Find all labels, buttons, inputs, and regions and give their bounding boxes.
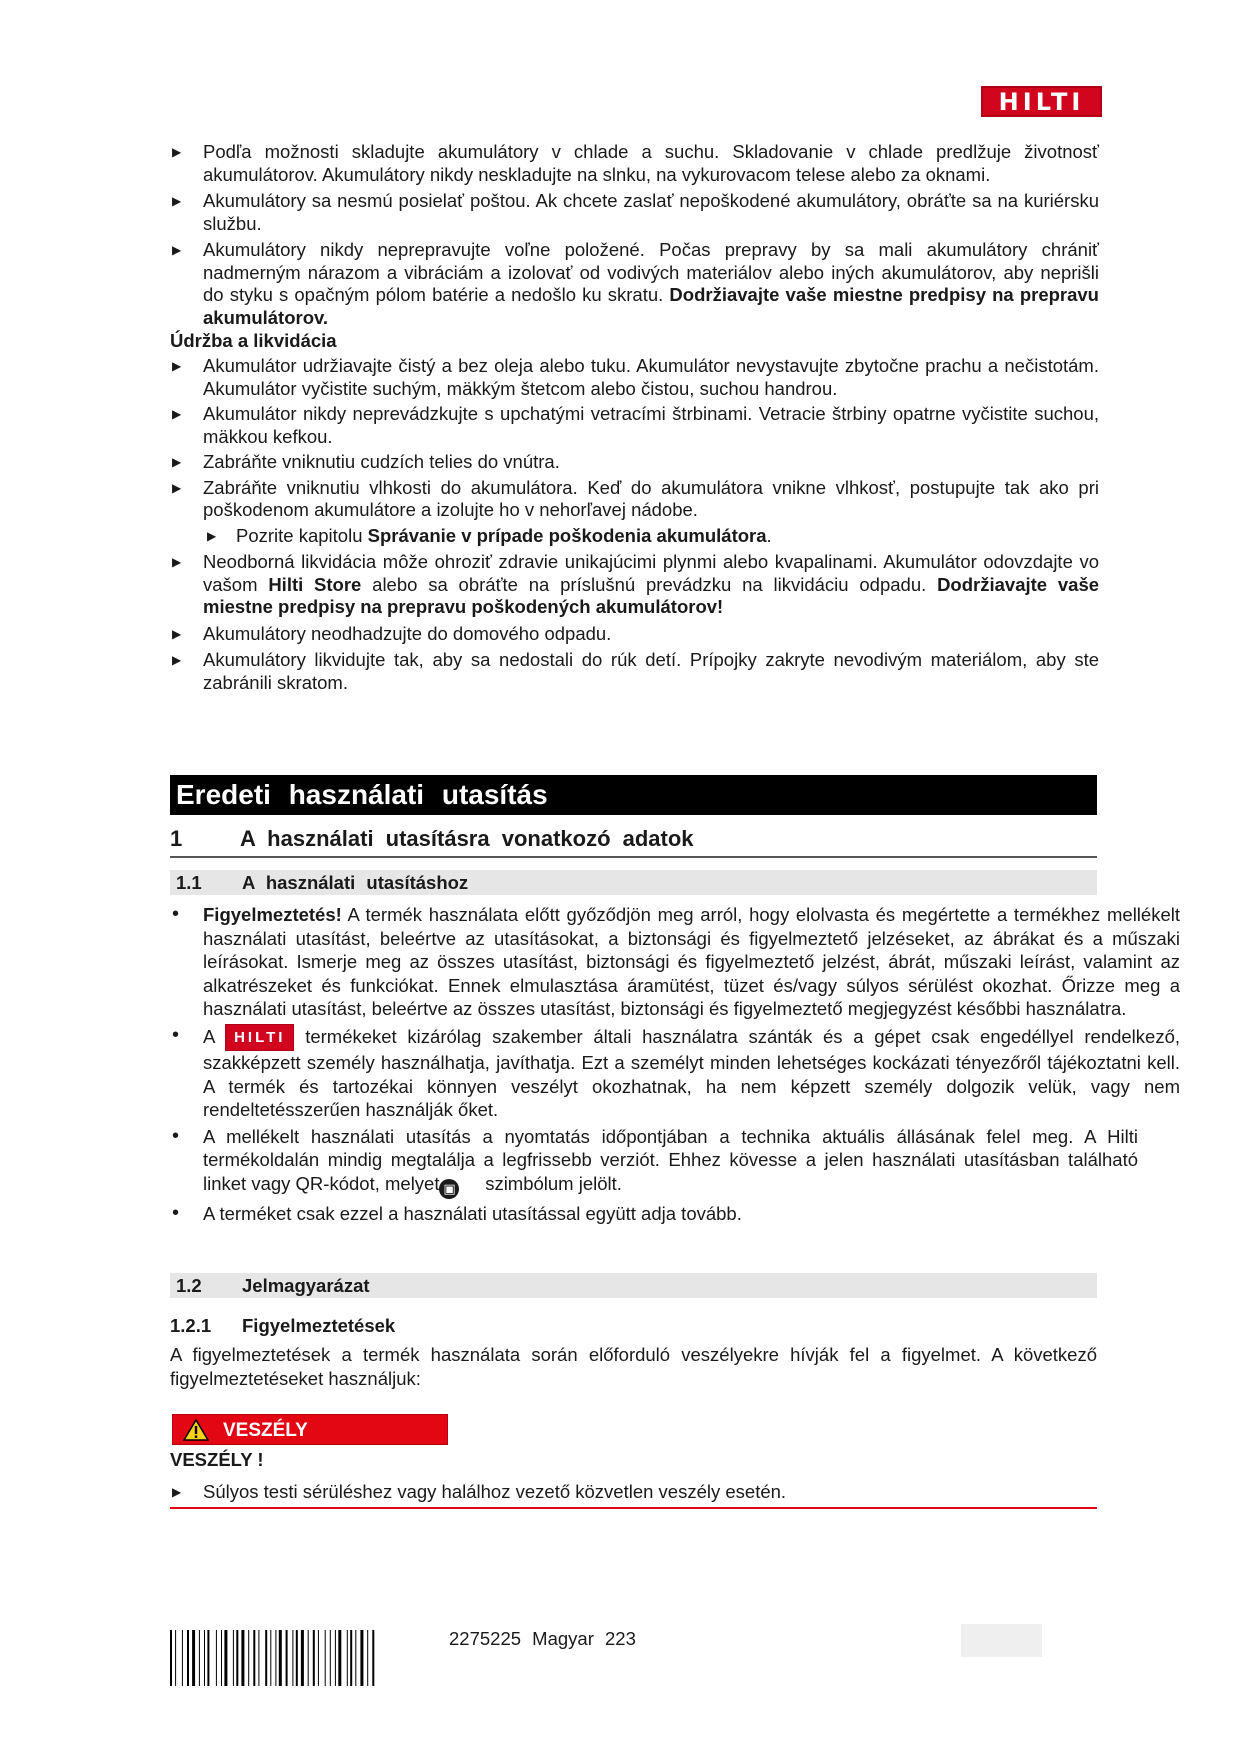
list-item (170, 239, 1099, 329)
list-item-text: Akumulátor udržiavajte čistý a bez oleja alebo tuku. Akumulátor nevystavujte zbytočne prachu a nečistotám. Akumulátor vyčistite suchým, mäkkým štetcom alebo čistou, suchou handrou. (203, 355, 1099, 399)
list-item (170, 1202, 1180, 1226)
triangle-right-icon: ▶ (172, 194, 182, 208)
footer-grey-box (961, 1624, 1042, 1657)
barcode-bar (248, 1630, 249, 1686)
triangle-right-icon: ▶ (172, 653, 182, 667)
barcode-bar (296, 1630, 298, 1686)
barcode-bar (182, 1630, 183, 1686)
hilti-logo (981, 86, 1102, 117)
barcode-bar (270, 1630, 271, 1686)
barcode-bar (335, 1630, 336, 1686)
danger-label: VESZÉLY (223, 1420, 308, 1441)
barcode-bar (292, 1630, 293, 1686)
page-footer: 2275225 Magyar 223 (449, 1628, 636, 1649)
section-1-1-heading (170, 870, 1097, 895)
list-item (170, 355, 1099, 400)
barcode-bar (170, 1630, 172, 1686)
section-title: A használati utasításhoz (242, 872, 469, 893)
danger-label-bar (172, 1414, 448, 1445)
list-item-text: Súlyos testi sérüléshez vagy halálhoz vezető közvetlen veszély esetén. (203, 1481, 787, 1502)
barcode-bar (253, 1630, 255, 1686)
list-item-text: A mellékelt használati utasítás a nyomtatás időpontjában a technika aktuális állásának felel meg. A Hilti termékoldalán mindig megtalálja a legfrissebb verziót. Ehhez kövesse a jelen használati utasításban található linket vagy QR-kódot, melyet (203, 1125, 1138, 1194)
list-item-text: A termék használata előtt győződjön meg arról, hogy elolvasta és megértette a termékhez mellékelt használati utasítást, beleértve az utasításokat, a biztonsági és figyelmeztető jelzéseket, az ábrákat és a műszaki leírásokat. Ismerje meg az összes utasítást, biztonsági és figyelmeztető jelzést, ábrát, műszaki leírást, valamint az alkatrészeket és funkciókat. Ennek elmulasztása áramütést, tüzet és/vagy súlyos sérülést okozhat. Őrizze meg a használati utasítást, beleértve az összes utasítást, biztonsági és figyelmeztető megjegyzést későbbi használatra. (203, 904, 1180, 1019)
triangle-right-icon: ▶ (172, 145, 182, 159)
triangle-right-icon: ▶ (207, 528, 217, 543)
barcode (170, 1630, 426, 1686)
triangle-right-icon: ▶ (172, 555, 182, 569)
list-item-bold: Dodržiavajte vaše miestne predpisy na prepravu akumulátorov. (203, 284, 1099, 328)
warning-triangle-icon (183, 1419, 209, 1441)
section-number: 1.1 (176, 872, 202, 893)
hu-bullet-list (170, 903, 1180, 1225)
triangle-right-icon: ▶ (172, 407, 182, 421)
list-item (170, 190, 1099, 235)
list-item (170, 649, 1099, 694)
barcode-bar (224, 1630, 227, 1686)
barcode-bar (308, 1630, 309, 1686)
barcode-bar (301, 1630, 304, 1686)
barcode-bar (372, 1630, 374, 1686)
sk-maintenance-list (170, 355, 1099, 694)
warning-word: Figyelmeztetés! (203, 904, 342, 925)
barcode-bar (318, 1630, 319, 1686)
list-item-text: Akumulátory sa nesmú posielať poštou. Ak chcete zaslať nepoškodené akumulátory, obráťte sa na kuriérsku službu. (203, 190, 1099, 234)
danger-bottom-rule (170, 1507, 1097, 1509)
main-title: Eredeti használati utasítás (170, 775, 1097, 815)
section-number: 1 (170, 826, 183, 851)
bullet-dot-icon: • (172, 903, 180, 925)
barcode-bar (338, 1630, 341, 1686)
section-1-2-1-heading (170, 1315, 396, 1337)
section-number: 1.2 (176, 1275, 202, 1296)
list-item-text: Akumulátory nikdy neprepravujte voľne položené. Počas prepravy by sa mali akumulátory chrániť nadmerným nárazom a vibráciám a izolovať od vodivých materiálov alebo iných akumulátorov, aby neprišli do styku s opačným pólom batérie a nedošlo ku skratu. (203, 239, 1099, 305)
section-title: Figyelmeztetések (242, 1315, 396, 1336)
barcode-bar (347, 1630, 348, 1686)
list-item-text: Akumulátory likvidujte tak, aby sa nedostali do rúk detí. Prípojky zakryte nevodivým materiálom, aby ste zabránili skratom. (203, 649, 1099, 693)
section-1-heading (170, 826, 1097, 858)
section-1-2-heading (170, 1273, 1097, 1298)
list-item-text: Zabráňte vniknutiu vlhkosti do akumulátora. Keď do akumulátora vnikne vlhkosť, postupujte tak ako pri poškodenom akumulátore a izolujte ho v nehorľavej nádobe. (203, 476, 1099, 520)
barcode-bar (207, 1630, 209, 1686)
barcode-bar (275, 1630, 276, 1686)
barcode-bar (175, 1630, 176, 1686)
barcode-bar (313, 1630, 315, 1686)
barcode-bar (330, 1630, 331, 1686)
barcode-bar (350, 1630, 352, 1686)
hilti-store-text: Hilti Store (268, 573, 362, 595)
list-item-text: alebo sa obráťte na príslušnú prevádzku na likvidáciu odpadu. (372, 573, 927, 595)
barcode-bar (192, 1630, 195, 1686)
list-item (170, 1024, 1180, 1122)
triangle-right-icon: ▶ (172, 626, 182, 641)
list-item (170, 451, 1099, 474)
sub-item-prefix: Pozrite kapitolu (236, 524, 363, 546)
list-item (170, 551, 1099, 619)
list-item-text: termékeket kizárólag szakember általi használatra szánták és a gépet csak engedéllyel rendelkező, szakképzett személy használhatja, javíthatja. Ezt a személyt minden lehetséges kockázati tényezőről tájékoztatni kell. A termék és tartozékai könnyen veszélyt okozhatnak, ha nem képzett személy dolgozik velük, vagy nem rendeltetésszerűen használják őket. (203, 1025, 1181, 1120)
triangle-right-icon: ▶ (172, 359, 182, 373)
warnings-intro: A figyelmeztetések a termék használata során előforduló veszélyekre hívják fel a figyelmet. A következő figyelmeztetéseket használjuk: (170, 1344, 1097, 1389)
hilti-logo-text: HILTI (998, 87, 1085, 116)
section-title: Jelmagyarázat (242, 1275, 370, 1296)
triangle-right-icon: ▶ (172, 243, 182, 257)
list-item (170, 1481, 1099, 1504)
qr-code-icon: ▣ (439, 1179, 459, 1199)
sub-item-suffix: . (766, 524, 772, 546)
list-item-prefix: A (203, 1025, 215, 1047)
section-number: 1.2.1 (170, 1315, 212, 1336)
list-item-text: Akumulátor nikdy neprevádzkujte s upchatými vetracími štrbinami. Vetracie štrbiny opatrne vyčistite suchou, mäkkou kefkou. (203, 403, 1099, 447)
sub-list-item (170, 525, 1099, 548)
barcode-bar (325, 1630, 326, 1686)
list-item-text: Zabráňte vniknutiu cudzích telies do vnútra. (203, 451, 560, 472)
list-item (170, 1125, 1138, 1199)
danger-heading: VESZÉLY ! (170, 1449, 264, 1470)
barcode-bar (258, 1630, 259, 1686)
sub-item-link: Správanie v prípade poškodenia akumulátora (367, 524, 767, 546)
bullet-dot-icon: • (172, 1023, 180, 1046)
danger-list (170, 1481, 1099, 1504)
list-item-text: Podľa možnosti skladujte akumulátory v chlade a suchu. Skladovanie v chlade predlžuje životnosť akumulátorov. Akumulátory nikdy neskladujte na slnku, na vykurovacom telese alebo za oknami. (203, 141, 1099, 185)
list-item-bold: Dodržiavajte vaše miestne predpisy na prepravu poškodených akumulátorov! (203, 573, 1100, 617)
list-item-text: A terméket csak ezzel a használati utasítással együtt adja tovább. (203, 1202, 742, 1224)
section-title: A használati utasításra vonatkozó adatok (240, 826, 694, 851)
list-item-text: Akumulátory neodhadzujte do domového odpadu. (203, 622, 612, 644)
triangle-right-icon: ▶ (172, 480, 182, 495)
barcode-bar (360, 1630, 363, 1686)
triangle-right-icon: ▶ (172, 1485, 182, 1499)
list-item (170, 623, 1099, 646)
barcode-bar (236, 1630, 238, 1686)
bullet-dot-icon: • (172, 1124, 180, 1147)
list-item (170, 141, 1099, 186)
list-item-text: Neodborná likvidácia môže ohroziť zdravie unikajúcimi plynmi alebo kvapalinami. Akumulátor odovzdajte vo vašom (203, 551, 1099, 595)
list-item (170, 477, 1099, 522)
barcode-bar (204, 1630, 205, 1686)
barcode-bar (233, 1630, 234, 1686)
list-item (170, 403, 1099, 448)
hilti-inline-logo: HILTI (225, 1024, 294, 1052)
list-item-suffix: szimbólum jelölt. (485, 1172, 622, 1194)
barcode-bar (221, 1630, 222, 1686)
maintenance-heading: Údržba a likvidácia (170, 330, 337, 351)
barcode-bar (279, 1630, 282, 1686)
list-item (170, 903, 1180, 1021)
barcode-bar (187, 1630, 189, 1686)
barcode-bar (265, 1630, 267, 1686)
barcode-bar (216, 1630, 217, 1686)
barcode-bar (355, 1630, 356, 1686)
barcode-bar (241, 1630, 244, 1686)
triangle-right-icon: ▶ (172, 455, 182, 469)
sk-storage-list (170, 141, 1099, 329)
barcode-bar (286, 1630, 288, 1686)
bullet-dot-icon: • (172, 1201, 180, 1224)
barcode-bar (199, 1630, 200, 1686)
barcode-bar (367, 1630, 368, 1686)
